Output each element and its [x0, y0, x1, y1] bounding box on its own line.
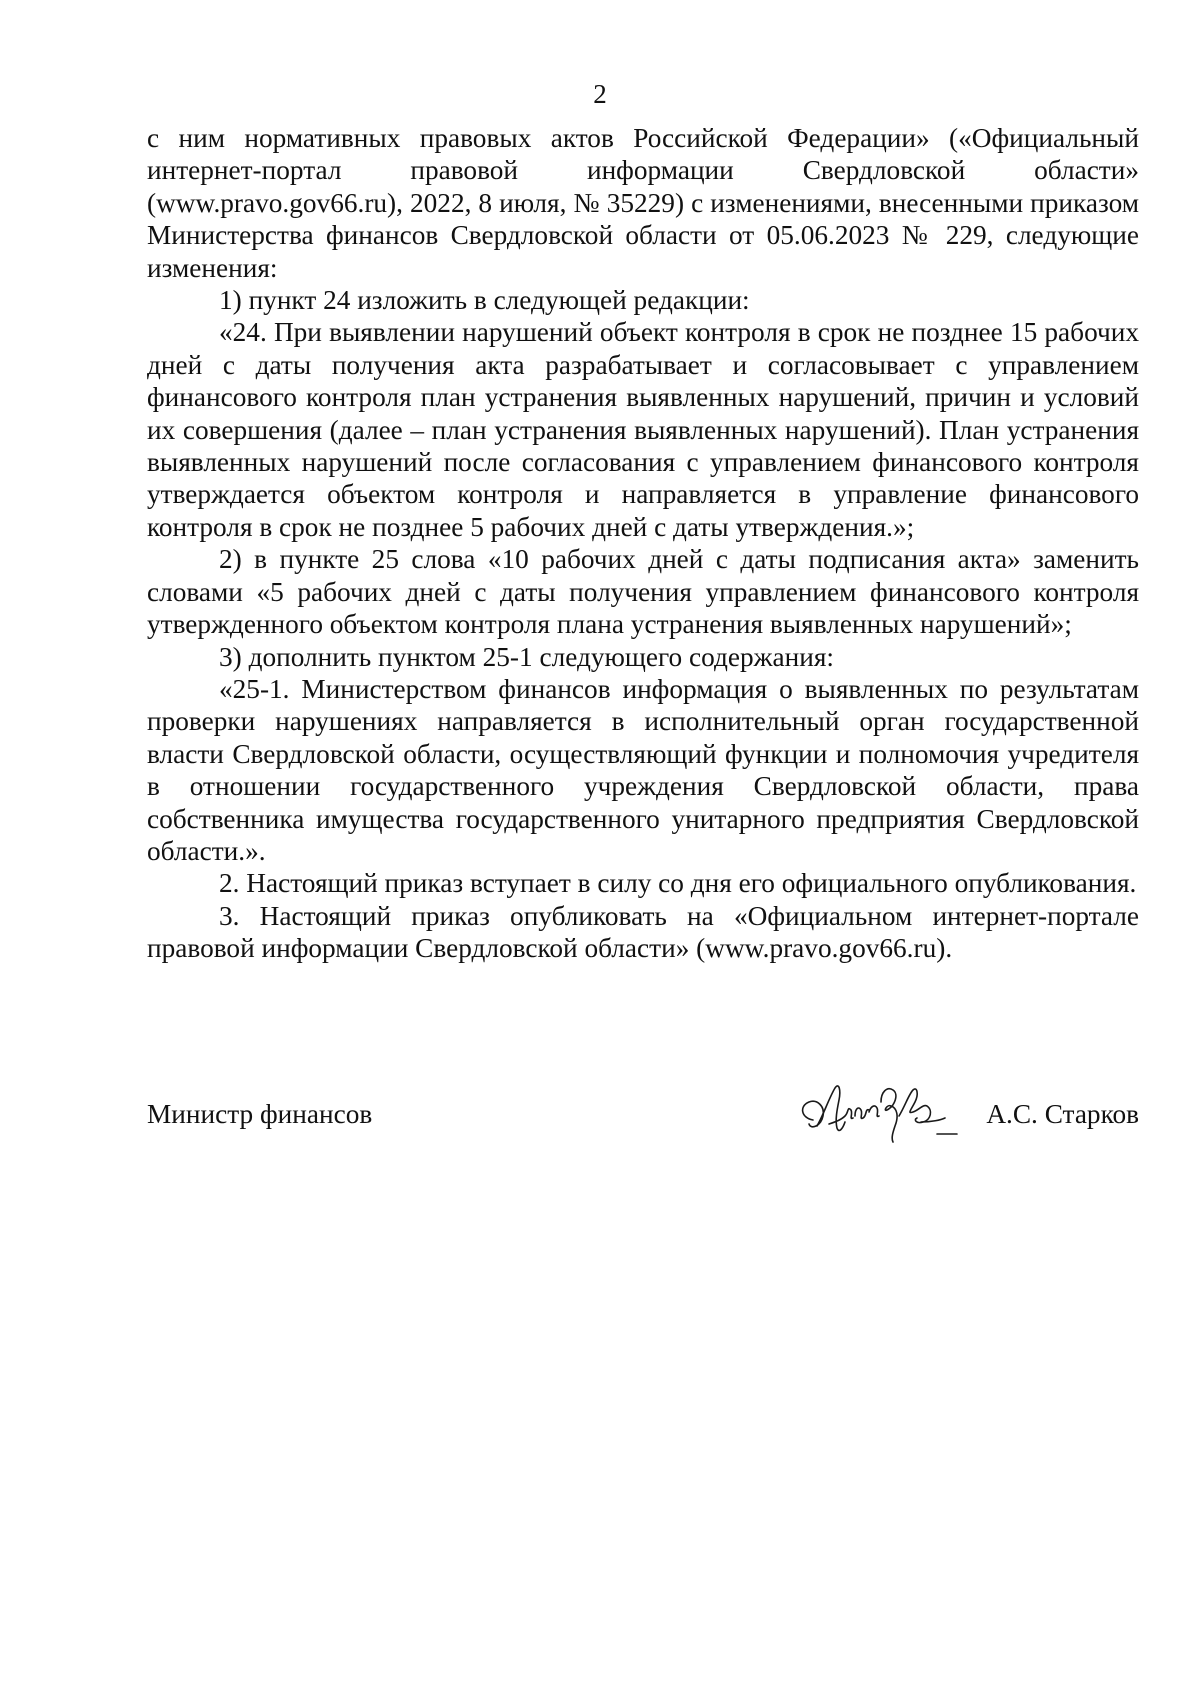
paragraph-item-2: 2) в пункте 25 слова «10 рабочих дней с даты подписания акта» заменить словами «5 рабочих дней с даты получения управлением финансового контроля утвержденного объектом контроля плана устранения выявленных нарушений»;	[147, 544, 1139, 640]
signature-block	[147, 1076, 1139, 1156]
paragraph-item-3: 3) дополнить пунктом 25-1 следующего содержания:	[219, 641, 834, 672]
paragraph-continuation: с ним нормативных правовых актов Российской Федерации» («Официальный интернет-портал правовой информации Свердловской области» (www.pravo.gov66.ru), 2022, 8 июля, № 35229) с изменениями, внесенными приказом Министерства финансов Свердловской области от 05.06.2023 № 229, следующие изменения:	[147, 123, 1139, 283]
paragraph-clause-2: 2. Настоящий приказ вступает в силу со дня его официального опубликования.	[219, 868, 1137, 899]
document-body	[147, 122, 1139, 965]
signer-name: А.С. Старков	[986, 1099, 1139, 1129]
paragraph-clause-3: 3. Настоящий приказ опубликовать на «Официальном интернет-портале правовой информации Свердловской области» (www.pravo.gov66.ru).	[147, 900, 1139, 964]
page-number: 2	[593, 79, 607, 109]
signer-title: Министр финансов	[147, 1099, 373, 1129]
paragraph-point-25-1-text: «25-1. Министерством финансов информация о выявленных по результатам проверки нарушениях направляется в исполнительный орган государственной власти Свердловской области, осуществляющий функции и полномочия учредителя в отношении государственного учреждения Свердловской области, права собственника имущества государственного унитарного предприятия Свердловской области.».	[147, 673, 1139, 866]
handwritten-signature	[795, 1076, 965, 1146]
paragraph-item-1: 1) пункт 24 изложить в следующей редакции:	[219, 285, 750, 316]
paragraph-point-24-text: «24. При выявлении нарушений объект контроля в срок не позднее 15 рабочих дней с даты получения акта разрабатывает и согласовывает с управлением финансового контроля план устранения выявленных нарушений, причин и условий их совершения (далее – план устранения выявленных нарушений). План устранения выявленных нарушений после согласования с управлением финансового контроля утверждается объектом контроля и направляется в управление финансового контроля в срок не позднее 5 рабочих дней с даты утверждения.»;	[147, 317, 1139, 542]
